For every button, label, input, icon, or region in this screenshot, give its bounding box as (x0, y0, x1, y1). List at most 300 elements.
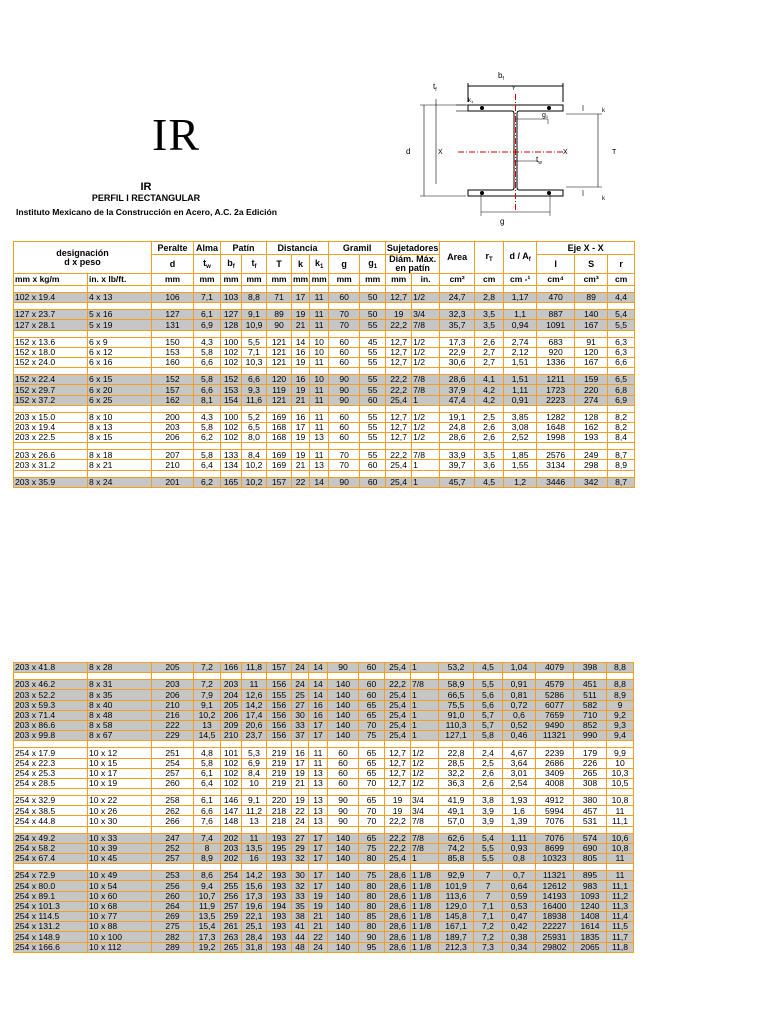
spacer-cell (221, 673, 242, 680)
spacer-cell (503, 741, 536, 748)
table-cell: 7,3 (474, 942, 503, 952)
table-cell: 128 (221, 320, 242, 330)
header-bf: $b_f$ (221, 255, 242, 274)
spacer-cell (14, 405, 88, 412)
table-cell: 60 (329, 422, 360, 432)
table-cell: 226 (574, 758, 607, 768)
table-cell: 49,1 (439, 806, 474, 816)
table-cell: 60 (329, 357, 360, 367)
spacer-cell (574, 741, 607, 748)
header-designation: designación d x peso (14, 242, 152, 274)
label-tf: $t_f$ (433, 82, 437, 93)
table-cell: 209 (221, 720, 242, 730)
table-cell: 5,8 (194, 758, 221, 768)
table-cell: 140 (328, 833, 359, 843)
table-cell: 17 (309, 720, 328, 730)
table-cell: 179 (574, 748, 607, 758)
table-cell: 121 (267, 357, 292, 367)
spacer-cell (242, 741, 267, 748)
table-cell: 203 x 59.3 (14, 700, 88, 710)
spacer-cell (411, 826, 439, 833)
table-cell: 10 x 30 (88, 816, 152, 826)
table-cell: 156 (267, 700, 292, 710)
spacer-cell (411, 789, 439, 796)
table-cell: 203 x 31.2 (14, 460, 88, 470)
spacer-row (14, 330, 635, 337)
table-cell: 254 x 44.8 (14, 816, 88, 826)
table-cell: 254 (152, 758, 194, 768)
table-cell: 162 (152, 395, 194, 405)
table-cell: 990 (574, 731, 607, 741)
unit-cell: cm³ (575, 274, 608, 286)
table-cell: 200 (152, 412, 194, 422)
table-cell: 254 x 67.4 (14, 854, 88, 864)
table-cell: 13 (309, 796, 328, 806)
table-cell: 10 x 77 (88, 911, 152, 921)
spacer-cell (292, 330, 310, 337)
table-cell: 265 (221, 942, 242, 952)
table-cell: 4,1 (475, 375, 504, 385)
table-cell: 1 1/8 (411, 871, 439, 881)
table-cell: 17 (292, 758, 309, 768)
table-cell: 254 x 80.0 (14, 881, 88, 891)
spacer-cell (88, 864, 152, 871)
table-cell: 2686 (536, 758, 574, 768)
spacer-row (14, 864, 634, 871)
table-cell: 5,8 (474, 731, 503, 741)
table-cell: 205 (152, 663, 194, 673)
table-row (14, 833, 634, 843)
table-cell: 152 x 29.7 (14, 385, 88, 395)
spacer-cell (194, 826, 221, 833)
table-cell: 140 (328, 854, 359, 864)
table-cell: 7,1 (474, 911, 503, 921)
header-d: d (152, 255, 194, 274)
table-cell: 5,4 (608, 310, 635, 320)
table-cell: 10 x 22 (88, 796, 152, 806)
table-cell: 156 (267, 680, 292, 690)
table-cell: 1/2 (411, 758, 439, 768)
table-cell: 11,2 (607, 891, 634, 901)
table-cell: 6 x 20 (88, 385, 152, 395)
spacer-cell (88, 405, 152, 412)
table-cell: 24 (292, 816, 309, 826)
table-cell: 35,7 (440, 320, 475, 330)
table-cell: 4,5 (475, 477, 504, 487)
table-cell: 19 (385, 796, 411, 806)
spacer-cell (360, 443, 386, 450)
table-cell: 53,2 (439, 663, 474, 673)
table-cell: 9,1 (242, 796, 267, 806)
unit-cell: mm (221, 274, 242, 286)
table-cell: 202 (221, 854, 242, 864)
table-cell: 148 (221, 816, 242, 826)
subtitle-code: IR (140, 181, 152, 193)
spacer-cell (88, 741, 152, 748)
spacer-cell (608, 303, 635, 310)
table-cell: 9,1 (194, 700, 221, 710)
table-cell: 150 (152, 337, 194, 347)
label-x-right: X (563, 149, 568, 156)
table-cell: 6,2 (194, 433, 221, 443)
table-cell: 102 x 19.4 (14, 293, 88, 303)
table-cell: 6,1 (194, 796, 221, 806)
table-cell: 12,7 (386, 357, 412, 367)
spacer-cell (309, 826, 328, 833)
table-cell: 4,3 (194, 337, 221, 347)
unit-cell: mm (311, 274, 327, 285)
table-cell: 0,47 (503, 911, 536, 921)
spacer-cell (504, 368, 537, 375)
label-tw: $t_w$ (536, 155, 542, 166)
header-patin: Patín (221, 242, 267, 255)
table-cell: 166 (221, 663, 242, 673)
table-cell: 65 (359, 796, 385, 806)
table-cell: 156 (267, 720, 292, 730)
table-cell: 28,6 (385, 871, 411, 881)
spacer-cell (439, 741, 474, 748)
table-cell: 12,7 (386, 347, 412, 357)
table-cell: 140 (328, 700, 359, 710)
spacer-cell (310, 443, 329, 450)
table-cell: 22 (309, 932, 328, 942)
table-cell: 17,3 (242, 891, 267, 901)
table-cell: 140 (328, 731, 359, 741)
table-cell: 12,6 (242, 690, 267, 700)
table-cell: 10 (310, 347, 329, 357)
table-cell: 10 x 54 (88, 881, 152, 891)
spacer-cell (194, 443, 221, 450)
table-cell: 28,6 (385, 932, 411, 942)
spacer-cell (88, 330, 152, 337)
table-cell: 254 x 28.5 (14, 778, 88, 788)
table-cell: 251 (152, 748, 194, 758)
table-cell: 13 (310, 433, 329, 443)
spacer-cell (152, 470, 194, 477)
spacer-cell (412, 286, 440, 293)
table-cell: 6,2 (194, 477, 221, 487)
table-cell: 2,54 (503, 778, 536, 788)
spacer-cell (267, 826, 292, 833)
table-cell: 85 (359, 911, 385, 921)
table-cell: 7/8 (411, 680, 439, 690)
table-cell: 2,74 (504, 337, 537, 347)
table-cell: 16 (292, 375, 310, 385)
spacer-cell (221, 826, 242, 833)
spacer-cell (328, 741, 359, 748)
spacer-cell (292, 826, 309, 833)
table-cell: 256 (152, 881, 194, 891)
spacer-cell (221, 864, 242, 871)
table-cell: 8,7 (608, 450, 635, 460)
table-cell: 254 x 114.5 (14, 911, 88, 921)
table-cell: 8,9 (608, 460, 635, 470)
table-cell: 146 (221, 796, 242, 806)
spacer-cell (575, 405, 608, 412)
spacer-cell (385, 864, 411, 871)
table-cell: 32 (292, 854, 309, 864)
header-g: g (329, 255, 360, 274)
table-cell: 0,59 (503, 891, 536, 901)
table-cell: 9490 (536, 720, 574, 730)
table-cell: 19 (386, 310, 412, 320)
table-cell: 3/4 (411, 796, 439, 806)
spacer-cell (328, 673, 359, 680)
spacer-cell (359, 673, 385, 680)
table-cell: 32,2 (439, 768, 474, 778)
table-cell: 257 (152, 768, 194, 778)
table-cell: 8,4 (242, 768, 267, 778)
table-cell: 25,4 (386, 395, 412, 405)
table-cell: 1,11 (503, 833, 536, 843)
table-cell: 90 (329, 375, 360, 385)
table-cell: 100 (221, 412, 242, 422)
table-cell: 10 x 45 (88, 854, 152, 864)
table-cell: 193 (267, 833, 292, 843)
table-cell: 159 (575, 375, 608, 385)
table-cell: 3,8 (474, 796, 503, 806)
table-cell: 85,8 (439, 854, 474, 864)
spacer-cell (14, 368, 88, 375)
spacer-row (14, 789, 634, 796)
spacer-cell (386, 368, 412, 375)
spacer-cell (359, 864, 385, 871)
table-cell: 13,5 (194, 911, 221, 921)
spacer-cell (385, 741, 411, 748)
table-cell: 22,2 (386, 385, 412, 395)
spacer-cell (574, 826, 607, 833)
spacer-cell (14, 303, 88, 310)
table-row (14, 293, 635, 303)
table-cell: 308 (574, 778, 607, 788)
table-cell: 7659 (536, 710, 574, 720)
table-cell: 140 (328, 901, 359, 911)
spacer-cell (292, 864, 309, 871)
table-cell: 2,4 (474, 748, 503, 758)
spacer-cell (536, 741, 574, 748)
spacer-cell (607, 673, 634, 680)
table-cell: 1408 (574, 911, 607, 921)
table-cell: 6077 (536, 700, 574, 710)
table-cell: 80 (359, 881, 385, 891)
table-cell: 22,2 (385, 680, 411, 690)
spacer-cell (608, 405, 635, 412)
table-cell: 1,11 (504, 385, 537, 395)
spacer-cell (14, 330, 88, 337)
table-cell: 45,7 (440, 477, 475, 487)
table-cell: 4008 (536, 778, 574, 788)
table-cell: 10 x 88 (88, 922, 152, 932)
table-cell: 574 (574, 833, 607, 843)
table-cell: 10 x 112 (88, 942, 152, 952)
table-cell: 28,4 (242, 932, 267, 942)
spacer-cell (194, 470, 221, 477)
spacer-cell (221, 470, 242, 477)
table-cell: 19 (385, 806, 411, 816)
table-cell: 257 (152, 854, 194, 864)
table-cell: 65 (359, 833, 385, 843)
spacer-cell (475, 303, 504, 310)
table-row (14, 806, 634, 816)
properties-table-top (13, 241, 635, 488)
table-cell: 2576 (537, 450, 575, 460)
table-cell: 220 (575, 385, 608, 395)
table-cell: 17 (292, 293, 310, 303)
spacer-cell (440, 286, 475, 293)
spacer-cell (152, 864, 194, 871)
table-row (14, 477, 635, 487)
table-cell: 60 (360, 395, 386, 405)
table-cell: 70 (329, 310, 360, 320)
table-cell: 203 x 71.4 (14, 710, 88, 720)
table-cell: 6,9 (194, 320, 221, 330)
header-I: I (537, 255, 575, 274)
table-cell: 16400 (536, 901, 574, 911)
table-cell: 140 (328, 942, 359, 952)
table-cell: 140 (328, 720, 359, 730)
table-cell: 169 (267, 450, 292, 460)
table-cell: 80 (359, 922, 385, 932)
table-cell: 6,4 (194, 778, 221, 788)
table-cell: 21 (292, 395, 310, 405)
table-cell: 55 (360, 422, 386, 432)
table-cell: 1648 (537, 422, 575, 432)
spacer-cell (574, 673, 607, 680)
table-cell: 253 (152, 871, 194, 881)
table-cell: 3,6 (475, 460, 504, 470)
table-cell: 60 (359, 663, 385, 673)
table-cell: 2,6 (474, 778, 503, 788)
table-cell: 121 (267, 337, 292, 347)
spacer-cell (440, 470, 475, 477)
table-cell: 710 (574, 710, 607, 720)
table-cell: 28,6 (385, 881, 411, 891)
spacer-cell (14, 470, 88, 477)
spacer-cell (536, 826, 574, 833)
table-cell: 6 x 15 (88, 375, 152, 385)
table-cell: 983 (574, 881, 607, 891)
table-cell: 11,5 (607, 922, 634, 932)
label-y-top: Y (512, 86, 516, 92)
table-cell: 254 x 38.5 (14, 806, 88, 816)
spacer-cell (152, 405, 194, 412)
table-cell: 17,3 (440, 337, 475, 347)
table-cell: 7,1 (242, 347, 267, 357)
table-cell: 10,6 (607, 833, 634, 843)
spacer-cell (267, 443, 292, 450)
spacer-cell (221, 368, 242, 375)
table-cell: 805 (574, 854, 607, 864)
spacer-cell (14, 826, 88, 833)
table-cell: 60 (328, 758, 359, 768)
table-cell: 9,1 (242, 310, 267, 320)
spacer-cell (329, 286, 360, 293)
table-cell: 254 x 17.9 (14, 748, 88, 758)
spacer-cell (503, 864, 536, 871)
table-cell: 22,9 (440, 347, 475, 357)
spacer-cell (385, 673, 411, 680)
table-row (14, 778, 634, 788)
properties-table-bottom (13, 662, 634, 953)
table-cell: 5,5 (474, 854, 503, 864)
header-rt: $r_T$ (475, 242, 504, 274)
table-cell: 0,8 (503, 854, 536, 864)
table-cell: 60 (329, 293, 360, 303)
spacer-cell (537, 405, 575, 412)
table-cell: 152 x 18.0 (14, 347, 88, 357)
table-cell: 219 (267, 758, 292, 768)
table-row (14, 460, 635, 470)
table-cell: 33 (292, 720, 309, 730)
spacer-cell (194, 286, 221, 293)
table-cell: 1 1/8 (411, 891, 439, 901)
table-cell: 119 (267, 385, 292, 395)
spacer-cell (574, 864, 607, 871)
table-cell: 103 (221, 293, 242, 303)
spacer-cell (242, 368, 267, 375)
spacer-cell (292, 368, 310, 375)
spacer-cell (242, 470, 267, 477)
table-cell: 30 (292, 710, 309, 720)
spacer-row (14, 673, 634, 680)
table-cell: 193 (267, 942, 292, 952)
table-cell: 7 (474, 891, 503, 901)
spacer-cell (536, 864, 574, 871)
header-diam: Diám. Máx. en patín (386, 255, 440, 274)
i-beam-diagram (398, 64, 638, 234)
table-cell: 60 (329, 337, 360, 347)
spacer-cell (474, 789, 503, 796)
table-cell: 1/2 (411, 778, 439, 788)
table-cell: 28,6 (385, 942, 411, 952)
table-cell: 60 (360, 460, 386, 470)
table-cell: 2,6 (474, 768, 503, 778)
table-cell: 247 (152, 833, 194, 843)
table-cell: 193 (267, 871, 292, 881)
table-cell: 8 x 67 (88, 731, 152, 741)
spacer-cell (88, 789, 152, 796)
table-cell: 152 x 37.2 (14, 395, 88, 405)
table-cell: 57,0 (439, 816, 474, 826)
table-cell: 10 x 12 (88, 748, 152, 758)
table-cell: 210 (152, 460, 194, 470)
table-cell: 6 x 25 (88, 395, 152, 405)
table-cell: 17 (309, 871, 328, 881)
table-cell: 12,7 (386, 433, 412, 443)
table-cell: 80 (359, 901, 385, 911)
table-cell: 6,6 (194, 357, 221, 367)
table-cell: 17,4 (242, 710, 267, 720)
unit-cell: mm (194, 274, 221, 286)
table-cell: 342 (575, 477, 608, 487)
table-cell: 1093 (574, 891, 607, 901)
table-cell: 6,5 (242, 422, 267, 432)
table-cell: 10 x 68 (88, 901, 152, 911)
table-cell: 11,9 (194, 901, 221, 911)
table-cell: 11 (310, 310, 329, 320)
table-cell: 25931 (536, 932, 574, 942)
spacer-cell (503, 826, 536, 833)
spacer-cell (194, 673, 221, 680)
table-cell: 9,3 (607, 720, 634, 730)
table-cell: 41 (292, 922, 309, 932)
table-cell: 91 (575, 337, 608, 347)
table-cell: 1,6 (503, 806, 536, 816)
table-cell: 19 (292, 385, 310, 395)
table-cell: 127,1 (439, 731, 474, 741)
table-cell: 1 1/8 (411, 932, 439, 942)
table-cell: 193 (267, 881, 292, 891)
